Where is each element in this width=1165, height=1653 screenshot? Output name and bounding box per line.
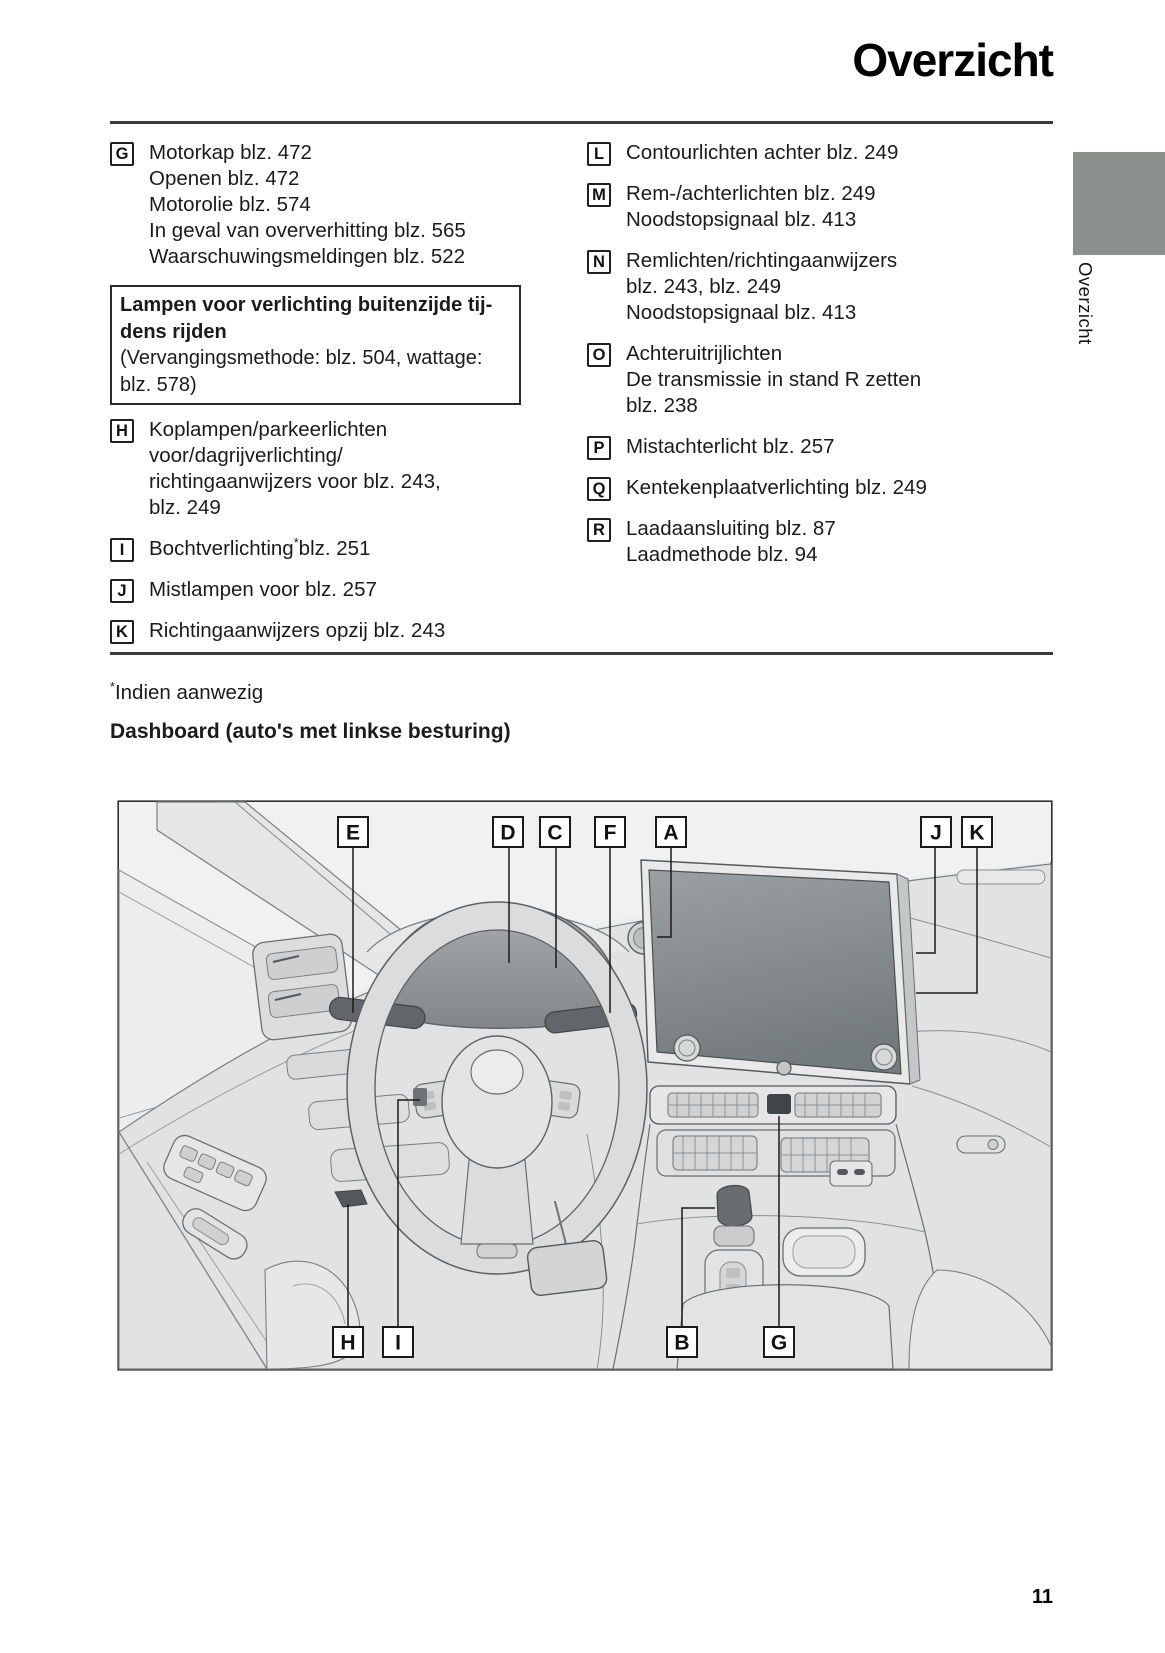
list-item-P	[587, 434, 1057, 460]
dashboard-figure	[117, 800, 1053, 1371]
passenger-trim-button	[957, 1136, 1005, 1153]
item-line: Bochtverlichting*blz. 251	[149, 535, 371, 560]
list-item-G	[110, 140, 530, 270]
item-letter-J: J	[110, 579, 134, 603]
list-item-N	[587, 248, 1057, 326]
list-item-O	[587, 341, 1057, 419]
cornering-light-switch	[413, 1088, 427, 1106]
item-line: voor/dagrijverlichting/	[149, 444, 343, 467]
item-line: Contourlichten achter blz. 249	[626, 141, 899, 164]
item-line: blz. 238	[626, 394, 698, 417]
screen-knob-right	[871, 1044, 897, 1070]
item-line: Richtingaanwijzers opzij blz. 243	[149, 619, 446, 642]
list-item-J	[110, 577, 530, 603]
footnote-marker: *	[110, 679, 115, 695]
item-letter-P: P	[587, 436, 611, 460]
screen-knob-left	[674, 1035, 700, 1061]
item-line: Noodstopsignaal blz. 413	[626, 208, 857, 231]
top-rule	[110, 121, 1053, 124]
item-line: Mistachterlicht blz. 257	[626, 435, 835, 458]
item-letter-G: G	[110, 142, 134, 166]
item-letter-H: H	[110, 419, 134, 443]
figure-label-E: E	[345, 821, 361, 845]
figure-label-B: B	[674, 1331, 690, 1355]
item-line: Motorolie blz. 574	[149, 193, 311, 216]
figure-label-J: J	[930, 821, 942, 845]
item-line: blz. 249	[149, 496, 221, 519]
item-line: De transmissie in stand R zetten	[626, 368, 922, 391]
item-line: Motorkap blz. 472	[149, 141, 312, 164]
item-line: Openen blz. 472	[149, 167, 300, 190]
right-column	[587, 131, 1057, 583]
list-item-I	[110, 536, 530, 562]
item-line: Remlichten/richtingaanwijzers	[626, 249, 898, 272]
item-letter-L: L	[587, 142, 611, 166]
page-title: Overzicht	[852, 34, 1053, 86]
note-bold-line: Lampen voor verlichting buitenzijde tij-	[120, 294, 493, 316]
list-item-K	[110, 618, 530, 644]
figure-label-H: H	[340, 1331, 356, 1355]
item-line: Kentekenplaatverlichting blz. 249	[626, 476, 927, 499]
chapter-tab-label: Overzicht	[1075, 262, 1096, 345]
mid-rule	[110, 652, 1053, 655]
console-side-panel	[830, 1161, 872, 1186]
item-line: blz. 243, blz. 249	[626, 275, 781, 298]
note-box	[110, 285, 521, 405]
item-letter-R: R	[587, 518, 611, 542]
footnote-text: Indien aanwezig	[114, 681, 264, 704]
item-line: Waarschuwingsmeldingen blz. 522	[149, 245, 466, 268]
note-bold-line: dens rijden	[120, 320, 227, 343]
item-line: Mistlampen voor blz. 257	[149, 578, 377, 601]
figure-label-C: C	[547, 821, 563, 845]
item-line: Koplampen/parkeerlichten	[149, 418, 388, 441]
dashboard-heading: Dashboard (auto's met linkse besturing)	[110, 720, 511, 743]
touchscreen	[641, 860, 920, 1084]
left-column	[110, 131, 530, 659]
item-letter-M: M	[587, 183, 611, 207]
item-letter-K: K	[110, 620, 134, 644]
figure-label-D: D	[500, 821, 516, 845]
figure-label-I: I	[395, 1331, 401, 1355]
footnote	[110, 681, 263, 705]
list-item-L	[587, 140, 1057, 166]
item-line: Laadmethode blz. 94	[626, 543, 818, 566]
item-letter-N: N	[587, 250, 611, 274]
driver-side-vents	[251, 933, 352, 1041]
note-line: blz. 578)	[120, 373, 197, 396]
dashboard-illustration	[117, 800, 1053, 1371]
page-number: 11	[1031, 1586, 1053, 1608]
item-letter-Q: Q	[587, 477, 611, 501]
list-item-M	[587, 181, 1057, 233]
item-letter-O: O	[587, 343, 611, 367]
figure-label-K: K	[969, 821, 985, 845]
item-line: Rem-/achterlichten blz. 249	[626, 182, 876, 205]
item-line: In geval van oververhitting blz. 565	[149, 219, 466, 242]
chapter-tab	[1073, 152, 1165, 255]
item-line: Noodstopsignaal blz. 413	[626, 301, 857, 324]
figure-label-F: F	[603, 821, 617, 845]
list-item-H	[110, 417, 530, 521]
item-line: Laadaansluiting blz. 87	[626, 517, 836, 540]
figure-label-G: G	[770, 1331, 788, 1355]
item-line: richtingaanwijzers voor blz. 243,	[149, 470, 441, 493]
list-item-Q	[587, 475, 1057, 501]
hazard-button	[767, 1094, 791, 1114]
gear-shifter	[717, 1186, 752, 1227]
figure-label-A: A	[663, 821, 679, 845]
item-letter-I: I	[110, 538, 134, 562]
note-line: (Vervangingsmethode: blz. 504, wattage:	[120, 347, 483, 369]
list-item-R	[587, 516, 1057, 568]
item-line: Achteruitrijlichten	[626, 342, 783, 365]
